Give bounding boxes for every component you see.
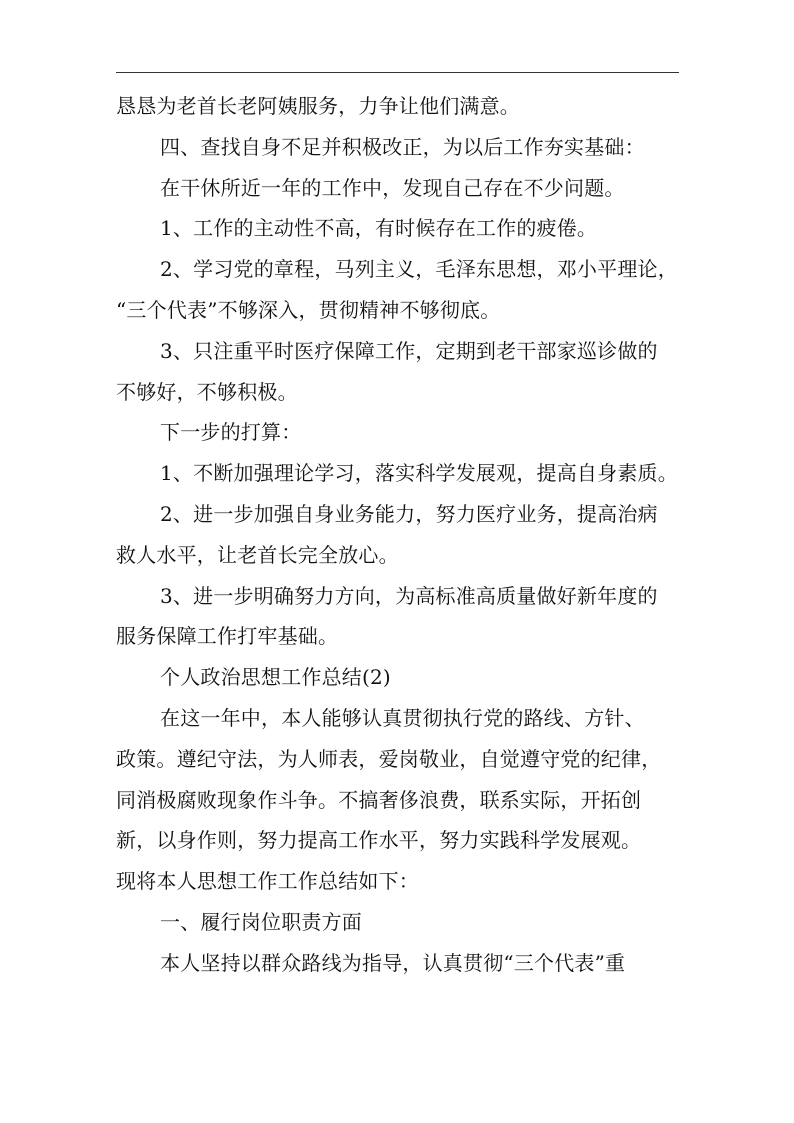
text-line: 3、进一步明确努力方向，为高标准高质量做好新年度的 [160, 583, 658, 608]
text-line: 本人坚持以群众路线为指导，认真贯彻“三个代表”重 [160, 950, 626, 975]
text-line: 1、工作的主动性不高，有时候存在工作的疲倦。 [160, 216, 598, 241]
text-line: 在这一年中，本人能够认真贯彻执行党的路线、方针、 [160, 705, 645, 730]
text-line: 政策。遵纪守法，为人师表，爱岗敬业，自觉遵守党的纪律， [116, 746, 662, 771]
text-line: “三个代表”不够深入，贯彻精神不够彻底。 [116, 297, 501, 322]
text-line: 救人水平，让老首长完全放心。 [116, 542, 399, 567]
text-line: 1、不断加强理论学习，落实科学发展观，提高自身素质。 [160, 461, 678, 486]
text-line: 不够好，不够积极。 [116, 379, 298, 404]
text-line: 一、履行岗位职责方面 [160, 909, 362, 934]
text-line: 四、查找自身不足并积极改正，为以后工作夯实基础： [160, 134, 645, 159]
text-line: 同消极腐败现象作斗争。不搞奢侈浪费，联系实际，开拓创 [116, 787, 642, 812]
text-line: 3、只注重平时医疗保障工作，定期到老干部家巡诊做的 [160, 338, 658, 363]
text-line: 现将本人思想工作工作总结如下： [116, 869, 419, 894]
document-body [116, 86, 682, 984]
section-title: 个人政治思想工作总结(2) [160, 665, 391, 690]
text-line: 下一步的打算： [160, 420, 302, 445]
text-line: 恳恳为老首长老阿姨服务，力争让他们满意。 [116, 94, 520, 118]
text-line: 2、学习党的章程，马列主义，毛泽东思想，邓小平理论， [160, 257, 678, 282]
text-line: 在干休所近一年的工作中，发现自己存在不少问题。 [160, 175, 625, 200]
text-line: 新，以身作则，努力提高工作水平，努力实践科学发展观。 [116, 828, 642, 853]
header-rule [116, 72, 679, 73]
text-line: 2、进一步加强自身业务能力，努力医疗业务，提高治病 [160, 501, 658, 526]
text-line: 服务保障工作打牢基础。 [116, 624, 339, 649]
